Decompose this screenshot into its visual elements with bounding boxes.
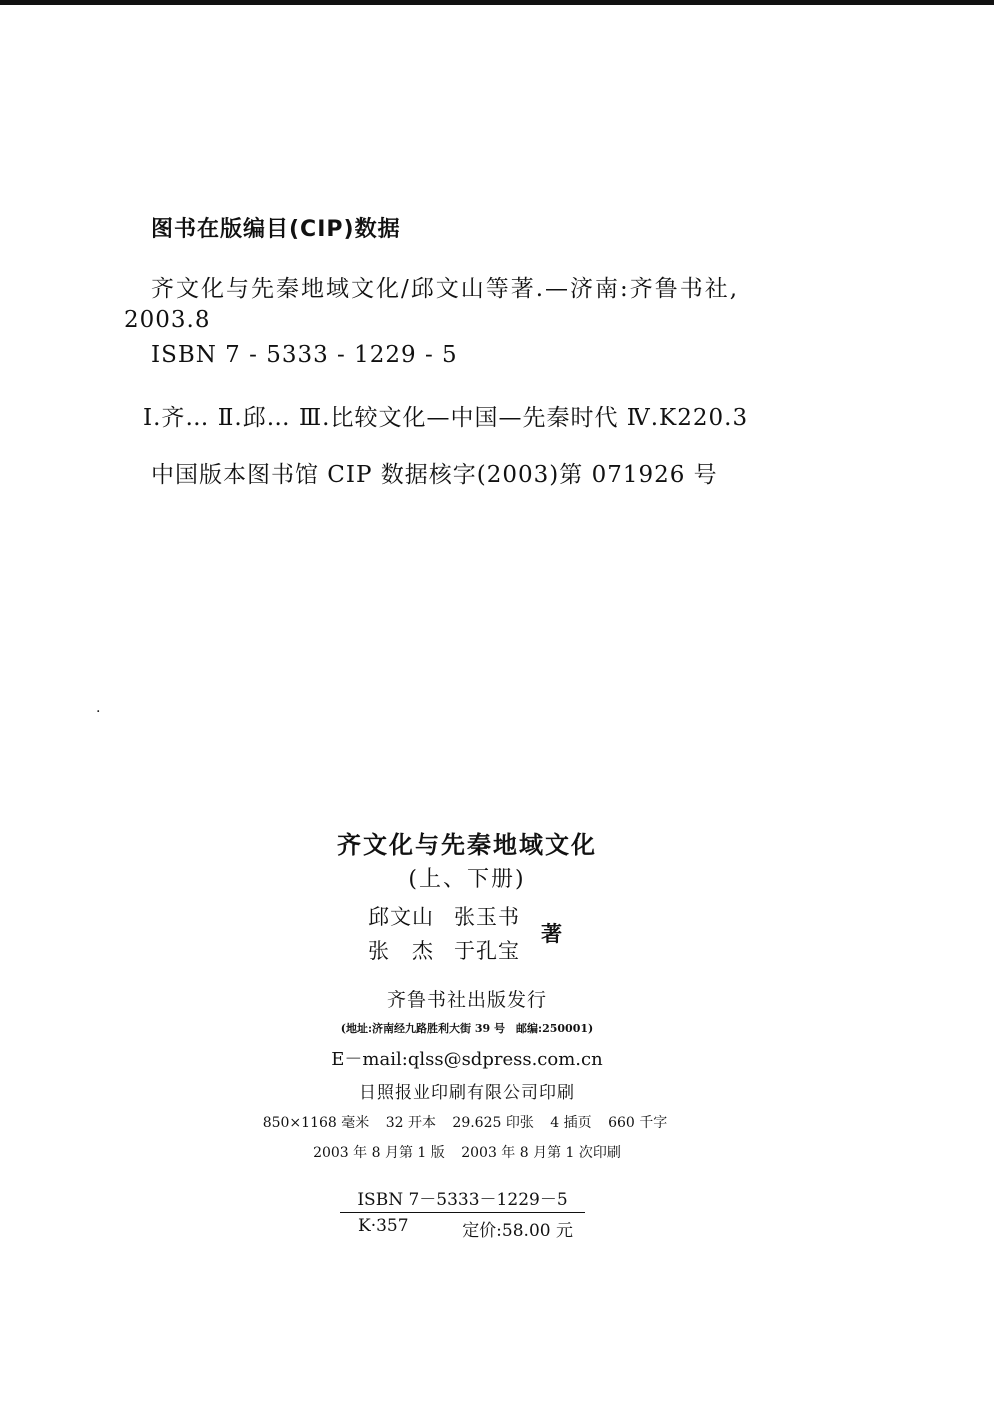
isbn-price-box <box>340 1185 585 1241</box>
spec-item: 29.625 印张 <box>452 1115 534 1131</box>
price: 定价:58.00 元 <box>462 1212 573 1241</box>
printer-line: 日照报业印刷有限公司印刷 <box>359 1083 575 1103</box>
spec-line <box>0 1112 962 1132</box>
email-line: E－mail:qlss@sdpress.com.cn <box>331 1049 603 1070</box>
author-list <box>368 900 520 968</box>
class-number: K·357 <box>358 1216 409 1236</box>
cip-isbn-line: ISBN 7 - 5333 - 1229 - 5 <box>151 342 458 368</box>
spec-item: 660 千字 <box>608 1115 668 1131</box>
edition-item: 2003 年 8 月第 1 版 <box>313 1145 445 1161</box>
spec-item: 32 开本 <box>385 1115 436 1131</box>
author-row-1 <box>368 900 520 934</box>
author-name: 于孔宝 <box>454 939 520 963</box>
book-volume: (上、下册) <box>408 867 526 892</box>
publisher-line: 齐鲁书社出版发行 <box>386 989 547 1011</box>
cip-title-line: 齐文化与先秦地域文化/邱文山等著.—济南:齐鲁书社, <box>151 276 740 302</box>
author-name: 张玉书 <box>454 905 520 929</box>
book-title: 齐文化与先秦地域文化 <box>337 831 597 859</box>
top-border-rule <box>0 0 994 5</box>
edition-item: 2003 年 8 月第 1 次印刷 <box>461 1145 621 1161</box>
cip-library-line: 中国版本图书馆 CIP 数据核字(2003)第 071926 号 <box>151 462 718 488</box>
isbn-bottom-row <box>340 1213 585 1241</box>
isbn-number: ISBN 7－5333－1229－5 <box>340 1185 585 1213</box>
author-name: 张 杰 <box>368 939 434 963</box>
edition-line <box>0 1142 964 1162</box>
cip-heading: 图书在版编目(CIP)数据 <box>151 217 401 242</box>
spec-item: 4 插页 <box>550 1115 592 1131</box>
spec-item: 850×1168 毫米 <box>262 1115 370 1131</box>
cip-subjects-line: Ⅰ.齐… Ⅱ.邱… Ⅲ.比较文化—中国—先秦时代 Ⅳ.K220.3 <box>143 405 749 431</box>
address-line: (地址:济南经九路胜利大街 39 号 邮编:250001) <box>340 1022 594 1035</box>
author-row-2 <box>368 934 520 968</box>
author-suffix: 著 <box>541 921 562 946</box>
stray-mark: . <box>96 700 101 716</box>
cip-year-line: 2003.8 <box>124 307 211 333</box>
author-name: 邱文山 <box>368 905 434 929</box>
